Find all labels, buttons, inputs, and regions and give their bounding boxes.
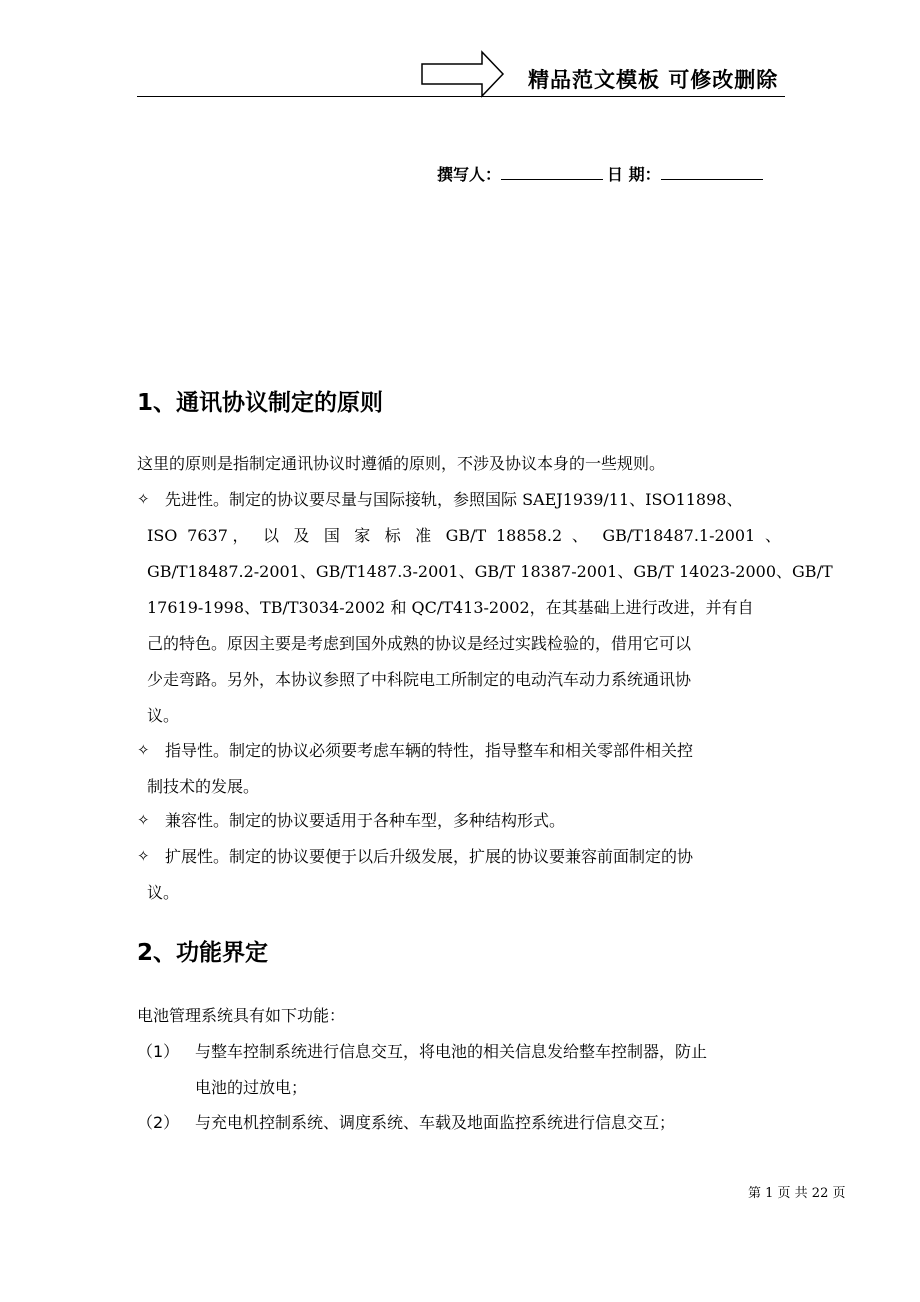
bullet-2-line: 制技术的发展。: [147, 777, 260, 796]
section1-intro: 这里的原则是指制定通讯协议时遵循的原则，不涉及协议本身的一些规则。: [137, 454, 666, 473]
header-divider: [137, 96, 785, 97]
list-item-line: 电池的过放电；: [195, 1078, 308, 1097]
section-heading-2: 2、功能界定: [137, 940, 269, 966]
bullet-3-line: 兼容性。制定的协议要适用于各种车型，多种结构形式。: [165, 811, 566, 830]
writer-field[interactable]: [501, 163, 603, 180]
bullet-diamond-icon: ✧: [137, 811, 150, 829]
bullet-1-line: 少走弯路。另外，本协议参照了中科院电工所制定的电动汽车动力系统通讯协: [147, 670, 692, 689]
bullet-1-line: ISO 7637， 以 及 国 家 标 准 GB/T 18858.2 、 GB/T18487.1-2001 、: [147, 526, 781, 545]
section-heading-1: 1、通讯协议制定的原则: [137, 390, 384, 416]
list-number: （1）: [137, 1042, 180, 1061]
bullet-4-line: 扩展性。制定的协议要便于以后升级发展，扩展的协议要兼容前面制定的协: [165, 847, 694, 866]
section2-intro: 电池管理系统具有如下功能：: [137, 1006, 346, 1025]
writer-date-line: [437, 162, 763, 185]
bullet-1-line: GB/T18487.2-2001、GB/T1487.3-2001、GB/T 18387-2001、GB/T 14023-2000、GB/T: [147, 562, 833, 581]
bullet-4-line: 议。: [147, 883, 180, 902]
bullet-diamond-icon: ✧: [137, 741, 150, 759]
bullet-1-line: 先进性。制定的协议要尽量与国际接轨，参照国际 SAEJ1939/11、ISO11898、: [165, 490, 743, 509]
bullet-1-line: 17619-1998、TB/T3034-2002 和 QC/T413-2002，在其基础上进行改进，并有自: [147, 598, 754, 617]
list-number: （2）: [137, 1113, 180, 1132]
page-number: 第 1 页 共 22 页: [748, 1186, 846, 1201]
bullet-diamond-icon: ✧: [137, 490, 150, 508]
bullet-1-line: 议。: [147, 706, 180, 725]
date-field[interactable]: [661, 163, 763, 180]
bullet-diamond-icon: ✧: [137, 847, 150, 865]
list-item-line: 与整车控制系统进行信息交互，将电池的相关信息发给整车控制器，防止: [195, 1042, 708, 1061]
bullet-1-line: 己的特色。原因主要是考虑到国外成熟的协议是经过实践检验的，借用它可以: [147, 634, 692, 653]
date-label: 日 期：: [607, 165, 661, 184]
bullet-2-line: 指导性。制定的协议必须要考虑车辆的特性，指导整车和相关零部件相关控: [165, 741, 694, 760]
arrow-icon: [420, 50, 506, 98]
header-title: 精品范文模板 可修改删除: [528, 68, 779, 92]
writer-label: 撰写人：: [437, 165, 502, 184]
list-item-line: 与充电机控制系统、调度系统、车载及地面监控系统进行信息交互；: [195, 1113, 676, 1132]
